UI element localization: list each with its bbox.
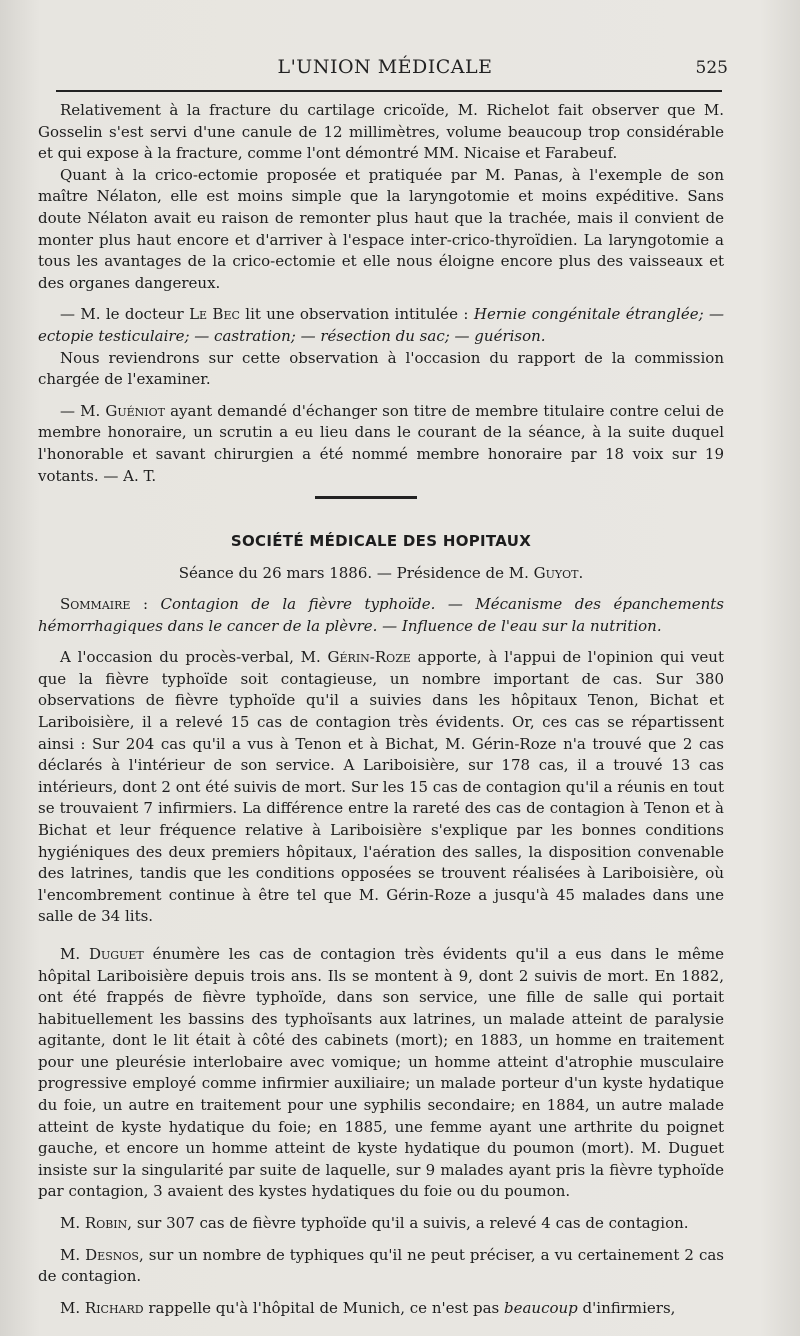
paragraph: — M. Guéniot ayant demandé d'échanger son titre de membre titulaire contre celui de membre honoraire, un scrutin a eu lieu dans le courant de la séance, à la suite duquel l'honorable et savant chirurgien a été nommé membre honoraire par 18 voix sur 19 votants. — A. T. <box>38 401 724 485</box>
session-line: Séance du 26 mars 1886. — Présidence de M. Guyot. <box>178 564 584 582</box>
author-name: Desnos <box>85 1245 139 1264</box>
observation-title: Hernie congénitale étranglée; — ectopie testiculaire; — castration; — résection du sac; — guérison. <box>38 305 724 345</box>
section-heading: SOCIÉTÉ MÉDICALE DES HOPITAUX <box>230 532 532 550</box>
author-name: Richard <box>84 1298 144 1317</box>
author-name: Robin <box>84 1214 128 1233</box>
intro-text <box>38 100 724 487</box>
author-name: Le Bec <box>189 305 240 324</box>
summary-label: Sommaire <box>60 595 131 613</box>
page-header <box>42 56 728 86</box>
paragraph: M. Duguet énumère les cas de contagion très évidents qu'il a eus dans le même hôpital Lariboisière depuis trois ans. Ils se montent à 9, dont 2 suivis de mort. En 1882, ont été frappés de fièvre typhoïde, dans son service, une fille de salle qui portait habituellement les bassins des typhoïsants aux latrines, un malade atteint de paralysie agitante, dont le lit était à côté des cabinets (mort); en 1883, un homme en traitement pour une pleurésie interlobaire avec vomique; un homme atteint d'atrophie musculaire progressive employé comme infirmier auxiliaire; un malade porteur d'un kyste hydatique du foie, un autre en traitement pour une syphilis secondaire; en 1884, un autre malade atteint de kyste hydatique du foie; en 1885, une femme ayant une arthrite du poignet gauche, et encore un homme atteint de kyste hydatique du poumon (mort). M. Duguet insiste sur la singularité par suite de laquelle, sur 9 malades ayant pris la fièvre typhoïde par contagion, 3 avaient des kystes hydatiques du foie ou du poumon. <box>38 944 724 1201</box>
author-name: Guéniot <box>105 401 165 420</box>
paragraph: M. Desnos, sur un nombre de typhiques qu'il ne peut préciser, a vu certainement 2 cas de contagion. <box>38 1245 724 1286</box>
paragraph: M. Robin, sur 307 cas de fièvre typhoïde qu'il a suivis, a relevé 4 cas de contagion. <box>60 1214 689 1233</box>
main-text <box>38 594 724 1319</box>
author-name: Gérin-Roze <box>327 648 411 667</box>
summary: Sommaire : Contagion de la fièvre typhoïde. — Mécanisme des épanchements hémorrhagiques dans le cancer de la plèvre. — Influence de l'eau sur la nutrition. <box>38 595 725 635</box>
paragraph: A l'occasion du procès-verbal, M. Gérin-Roze apporte, à l'appui de l'opinion qui veut que la fièvre typhoïde soit contagieuse, un nombre important de cas. Sur 380 observations de fièvre typhoïde qu'il a suivies dans les hôpitaux Tenon, Bichat et Lariboisière, il a relevé 15 cas de contagion très évidents. Or, ces cas se répartissent ainsi : Sur 204 cas qu'il a vus à Tenon et à Bichat, M. Gérin-Roze n'a trouvé que 2 cas déclarés à l'intérieur de son service. A Lariboisière, sur 178 cas, il a trouvé 13 cas intérieurs, dont 2 ont été suivis de mort. Sur les 15 cas de contagion qu'il a réunis en tout se trouvaient 7 infirmiers. La différence entre la rareté des cas de contagion à Tenon et à Bichat et leur fréquence relative à Lariboisière s'explique par les bonnes conditions hygiéniques des deux premiers hôpitaux, l'aération des salles, la disposition convenable des latrines, tandis que les conditions opposées se trouvent réalisées à Lariboisière, où l'encombrement continue à être tel que M. Gérin-Roze a jusqu'à 45 malades dans une salle de 34 lits. <box>38 648 724 926</box>
paragraph: Relativement à la fracture du cartilage cricoïde, M. Richelot fait observer que M. Gosselin s'est servi d'une canule de 12 millimètres, volume beaucoup trop considérable et qui expose à la fracture, comme l'ont démontré MM. Nicaise et Farabeuf. <box>38 101 724 163</box>
paragraph: Quant à la crico-ectomie proposée et pratiquée par M. Panas, à l'exemple de son maître Nélaton, elle est moins simple que la laryngotomie et moins expéditive. Sans doute Nélaton avait eu raison de remonter plus haut que la trachée, mais il convient de monter plus haut encore et d'arriver à l'espace inter-crico-thyroïdien. La laryngotomie a tous les avantages de la crico-ectomie et elle nous éloigne encore plus des vaisseaux et des organes dangereux. <box>38 165 724 292</box>
author-name: Duguet <box>88 944 144 963</box>
summary-text: Contagion de la fièvre typhoïde. — Mécanisme des épanchements hémorrhagiques dans le cancer de la plèvre. — Influence de l'eau sur la nutrition. <box>38 595 725 635</box>
running-title: L'UNION MÉDICALE <box>277 56 493 78</box>
paragraph: — M. le docteur Le Bec lit une observation intitulée : Hernie congénitale étranglée; — ectopie testiculaire; — castration; — résection du sac; — guérison. <box>38 305 724 345</box>
page-number: 525 <box>695 58 728 78</box>
section-separator <box>315 496 417 499</box>
paragraph: Nous reviendrons sur cette observation à l'occasion du rapport de la commission chargée de l'examiner. <box>38 348 724 389</box>
president-name: Guyot <box>533 564 579 582</box>
header-rule <box>56 90 722 92</box>
paragraph: M. Richard rappelle qu'à l'hôpital de Munich, ce n'est pas beaucoup d'infirmiers, <box>60 1298 676 1317</box>
